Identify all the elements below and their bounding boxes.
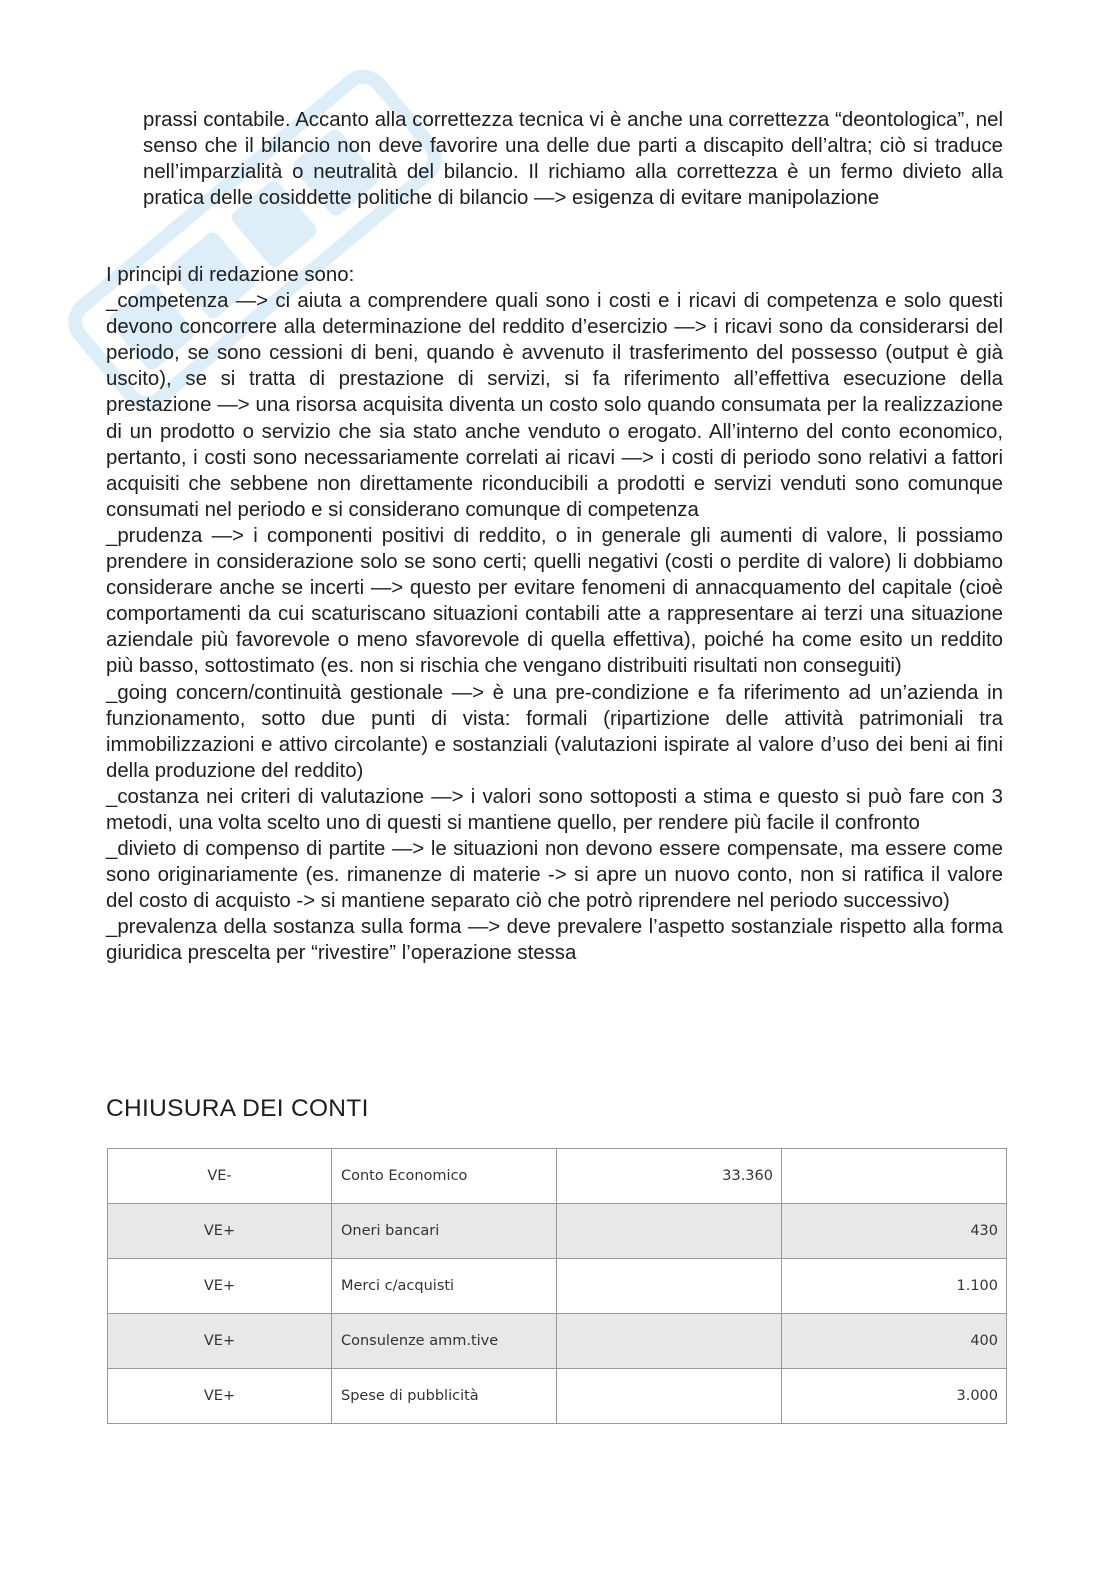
row-code: VE+ xyxy=(108,1259,332,1314)
closing-accounts-table xyxy=(107,1148,1007,1424)
row-code: VE+ xyxy=(108,1204,332,1259)
row-account: Oneri bancari xyxy=(332,1204,557,1259)
row-avere: 3.000 xyxy=(782,1369,1007,1424)
row-account: Merci c/acquisti xyxy=(332,1259,557,1314)
row-dare xyxy=(557,1314,782,1369)
row-account: Consulenze amm.tive xyxy=(332,1314,557,1369)
row-code: VE+ xyxy=(108,1314,332,1369)
principles-section xyxy=(106,262,1003,967)
principles-title: I principi di redazione sono: xyxy=(106,264,355,286)
table-row xyxy=(108,1369,1007,1424)
row-avere: 400 xyxy=(782,1314,1007,1369)
table-row xyxy=(108,1259,1007,1314)
principle-prevalenza: _prevalenza della sostanza sulla forma —> deve prevalere l’aspetto sostanziale rispetto alla forma giuridica prescelta per “rivestire” l’operazione stessa xyxy=(106,916,1003,965)
row-avere: 430 xyxy=(782,1204,1007,1259)
intro-paragraph: prassi contabile. Accanto alla correttezza tecnica vi è anche una correttezza “deontologica”, nel senso che il bilancio non deve favorire una delle due parti a discapito dell’altra; ciò si traduce nell’imparzialità o neutralità del bilancio. Il richiamo alla correttezza è un fermo divieto alla pratica delle cosiddette politiche di bilancio —> esigenza di evitare manipolazione xyxy=(143,109,1003,210)
row-avere: 1.100 xyxy=(782,1259,1007,1314)
row-account: Conto Economico xyxy=(332,1149,557,1204)
section-heading: CHIUSURA DEI CONTI xyxy=(106,1095,369,1122)
principle-costanza: _costanza nei criteri di valutazione —> i valori sono sottoposti a stima e questo si può fare con 3 metodi, una volta scelto uno di questi si mantiene quello, per rendere più facile il confronto xyxy=(106,785,1003,834)
principle-divieto-compenso: _divieto di compenso di partite —> le situazioni non devono essere compensate, ma essere come sono originariamente (es. rimanenze di materie -> si apre un nuovo conto, non si ratifica il valore del costo di acquisto -> si mantiene separato ciò che potrò riprendere nel periodo successivo) xyxy=(106,838,1003,913)
row-avere xyxy=(782,1149,1007,1204)
row-code: VE+ xyxy=(108,1369,332,1424)
row-account: Spese di pubblicità xyxy=(332,1369,557,1424)
row-code: VE- xyxy=(108,1149,332,1204)
principle-going-concern: _going concern/continuità gestionale —> è una pre-condizione e fa riferimento ad un’azienda in funzionamento, sotto due punti di vista: formali (ripartizione delle attività patrimoniali tra immobilizzazioni e attivo circolante) e sostanziali (valutazioni ispirate al valore d’uso dei beni ai fini della produzione del reddito) xyxy=(106,681,1003,782)
row-dare: 33.360 xyxy=(557,1149,782,1204)
table-row xyxy=(108,1204,1007,1259)
row-dare xyxy=(557,1369,782,1424)
table-row xyxy=(108,1314,1007,1369)
row-dare xyxy=(557,1259,782,1314)
table-row xyxy=(108,1149,1007,1204)
principle-competenza: _competenza —> ci aiuta a comprendere quali sono i costi e i ricavi di competenza e solo questi devono concorrere alla determinazione del reddito d’esercizio —> i ricavi sono da considerarsi del periodo, se sono cessioni di beni, quando è avvenuto il trasferimento del possesso (output è già uscito), se si tratta di prestazione di servizi, si fa riferimento all’effettiva esecuzione della prestazione —> una risorsa acquisita diventa un costo solo quando consumata per la realizzazione di un prodotto o servizio che sia stato anche venduto o erogato. All’interno del conto economico, pertanto, i costi sono necessariamente correlati ai ricavi —> i costi di periodo sono relativi a fattori acquisiti che sebbene non direttamente riconducibili a prodotti e servizi venduti sono comunque consumati nel periodo e si considerano comunque di competenza xyxy=(106,290,1003,521)
principle-prudenza: _prudenza —> i componenti positivi di reddito, o in generale gli aumenti di valore, li possiamo prendere in considerazione solo se sono certi; quelli negativi (costi o perdite di valore) li dobbiamo considerare anche se incerti —> questo per evitare fenomeni di annacquamento del capitale (cioè comportamenti da cui scaturiscano situazioni contabili atte a rappresentare ai terzi una situazione aziendale più favorevole o meno sfavorevole di quella effettiva), poiché ha come esito un reddito più basso, sottostimato (es. non si rischia che vengano distribuiti risultati non conseguiti) xyxy=(106,524,1003,678)
row-dare xyxy=(557,1204,782,1259)
